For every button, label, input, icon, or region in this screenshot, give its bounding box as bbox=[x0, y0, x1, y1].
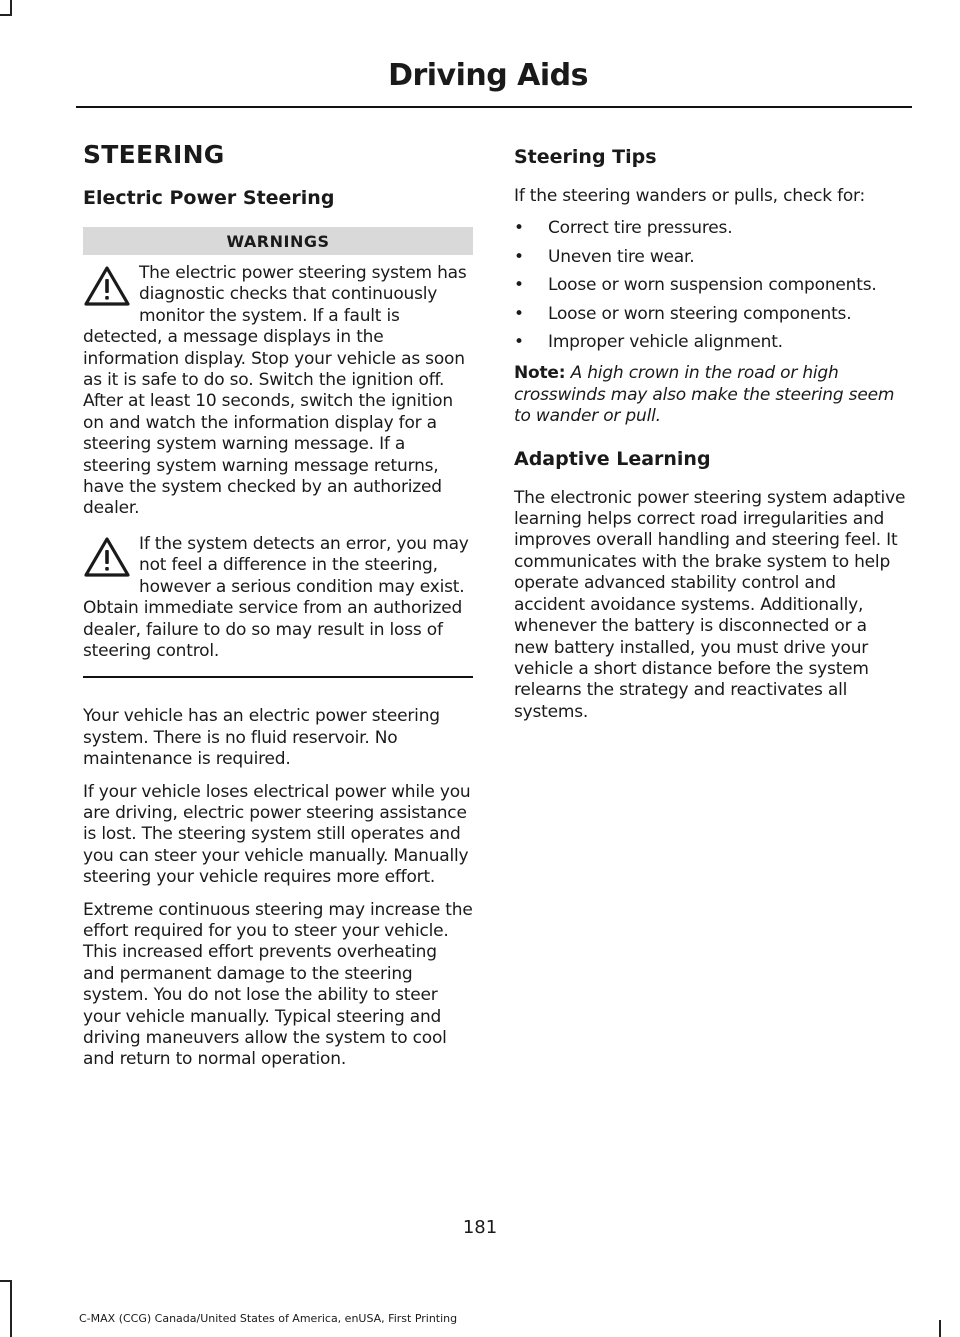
warning-item bbox=[83, 263, 473, 520]
warning-text: If the system detects an error, you may not feel a difference in the steering, however a serious condition may exist. Obtain immediate service from an authorized dealer, failure to do so may result in loss of steering control. bbox=[83, 533, 469, 661]
body-paragraph: Extreme continuous steering may increase the effort required for you to steer your vehicle. This increased effort prevents overheating and permanent damage to the steering system. You do not lose the ability to steer your vehicle manually. Typical steering and driving maneuvers allow the system to cool and return to normal operation. bbox=[83, 899, 473, 1070]
subsection-title: Electric Power Steering bbox=[83, 187, 335, 209]
note-text: A high crown in the road or high crosswinds may also make the steering seem to wander or pull. bbox=[514, 363, 895, 427]
header-divider bbox=[76, 106, 912, 108]
list-item: • Improper vehicle alignment. bbox=[514, 332, 906, 353]
left-column bbox=[83, 140, 473, 1082]
warning-triangle-icon bbox=[83, 536, 131, 578]
steering-tips-intro: If the steering wanders or pulls, check for: bbox=[514, 186, 866, 206]
steering-tips-title: Steering Tips bbox=[514, 146, 657, 168]
print-info: C-MAX (CCG) Canada/United States of America, enUSA, First Printing bbox=[79, 1312, 458, 1325]
section-title: STEERING bbox=[83, 140, 225, 169]
warnings-header: WARNINGS bbox=[83, 227, 473, 255]
list-item: • Loose or worn steering components. bbox=[514, 304, 906, 325]
page-number: 181 bbox=[462, 1217, 498, 1238]
body-paragraph: If your vehicle loses electrical power while you are driving, electric power steering assistance is lost. The steering system still operates and you can steer your vehicle manually. Manually steering your vehicle requires more effort. bbox=[83, 781, 471, 888]
list-item: • Correct tire pressures. bbox=[514, 218, 906, 239]
list-item: • Uneven tire wear. bbox=[514, 247, 906, 268]
warnings-divider bbox=[83, 676, 473, 678]
note bbox=[514, 363, 906, 427]
warning-triangle-icon bbox=[83, 265, 131, 307]
body-paragraph: The electronic power steering system adaptive learning helps correct road irregularities and improves overall handling and steering feel. It communicates with the brake system to help operate advanced stability control and accident avoidance systems. Additionally, whenever the battery is disconnected or a new battery installed, you must drive your vehicle a short distance before the system relearns the strategy and reactivates all systems. bbox=[514, 487, 906, 722]
crop-mark bbox=[0, 14, 12, 16]
right-column bbox=[514, 146, 906, 734]
crop-mark bbox=[939, 1320, 941, 1337]
crop-mark bbox=[0, 1280, 12, 1282]
body-paragraph: Your vehicle has an electric power steering system. There is no fluid reservoir. No maintenance is required. bbox=[83, 706, 440, 770]
warning-item bbox=[83, 534, 473, 662]
warning-text: The electric power steering system has diagnostic checks that continuously monitor the system. If a fault is detected, a message displays in the information display. Stop your vehicle as soon as it is safe to do so. Switch the ignition off. After at least 10 seconds, switch the ignition on and watch the information display for a steering system warning message. If a steering system warning message returns, have the system checked by an authorized dealer. bbox=[83, 263, 467, 519]
list-item: • Loose or worn suspension components. bbox=[514, 275, 906, 296]
note-label: Note: bbox=[514, 363, 566, 384]
steering-tips-list bbox=[514, 218, 906, 353]
adaptive-learning-title: Adaptive Learning bbox=[514, 447, 711, 470]
crop-mark bbox=[10, 1280, 12, 1337]
page-header-title: Driving Aids bbox=[388, 58, 588, 93]
